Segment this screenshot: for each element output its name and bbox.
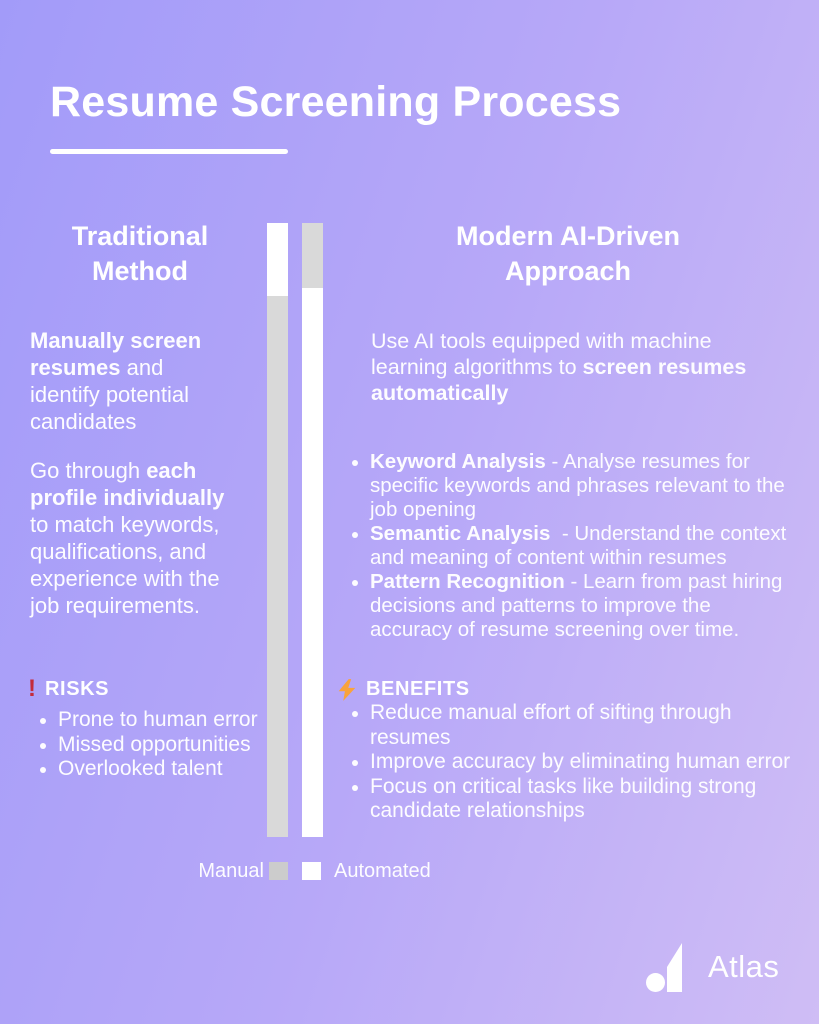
bullet-icon — [352, 785, 358, 791]
feature-item: Pattern Recognition - Learn from past hiring decisions and patterns to improve the accuracy of resume screening over time. — [352, 570, 796, 642]
atlas-logo — [646, 943, 806, 1003]
benefit-item: Reduce manual effort of sifting through resumes — [352, 701, 802, 750]
benefits-list — [352, 701, 802, 824]
benefits-heading — [337, 678, 470, 701]
modern-approach-heading: Modern AI-Driven Approach — [455, 221, 680, 286]
benefit-item: Improve accuracy by eliminating human error — [352, 750, 802, 775]
bar-segment-manual — [302, 223, 323, 288]
bullet-icon — [352, 580, 358, 586]
bullet-icon — [40, 718, 46, 724]
bullet-icon — [352, 460, 358, 466]
legend-swatch-automated — [302, 862, 321, 880]
risk-item: Missed opportunities — [40, 733, 275, 758]
feature-list — [352, 450, 796, 642]
page-title: Resume Screening Process — [50, 78, 622, 126]
traditional-intro-text: Manually screen resumes and identify potential candidates — [30, 328, 202, 434]
bullet-icon — [40, 767, 46, 773]
benefits-heading-label: BENEFITS — [366, 678, 470, 700]
exclamation-icon: ! — [28, 674, 36, 702]
logo-dot-icon — [646, 973, 665, 992]
risk-item: Prone to human error — [40, 708, 275, 733]
bullet-icon — [352, 532, 358, 538]
legend-label-manual: Manual — [198, 860, 264, 882]
modern-intro-text: Use AI tools equipped with machine learning algorithms to screen resumes automatically — [371, 329, 747, 405]
traditional-detail-text: Go through each profile individually to match keywords, qualifications, and experience with the job requirements. — [30, 458, 225, 618]
logo-sail-icon — [667, 943, 682, 992]
modern-approach-bar — [302, 223, 323, 837]
feature-item: Keyword Analysis - Analyse resumes for specific keywords and phrases relevant to the job opening — [352, 450, 796, 522]
risks-heading — [28, 674, 110, 702]
traditional-method-heading: Traditional Method — [71, 221, 209, 286]
bullet-icon — [352, 711, 358, 717]
bar-segment-automated — [267, 223, 288, 296]
bullet-icon — [352, 760, 358, 766]
risks-heading-label: RISKS — [45, 678, 110, 700]
bar-segment-automated — [302, 288, 323, 837]
risks-list — [40, 708, 275, 782]
legend-label-automated: Automated — [334, 860, 431, 882]
legend-swatch-manual — [269, 862, 288, 880]
feature-item: Semantic Analysis - Understand the context and meaning of content within resumes — [352, 522, 796, 570]
brand-name: Atlas — [708, 949, 780, 984]
risk-item: Overlooked talent — [40, 757, 275, 782]
title-underline — [50, 149, 288, 154]
benefit-item: Focus on critical tasks like building strong candidate relationships — [352, 775, 802, 824]
bullet-icon — [40, 743, 46, 749]
lightning-bolt-icon — [337, 679, 357, 701]
